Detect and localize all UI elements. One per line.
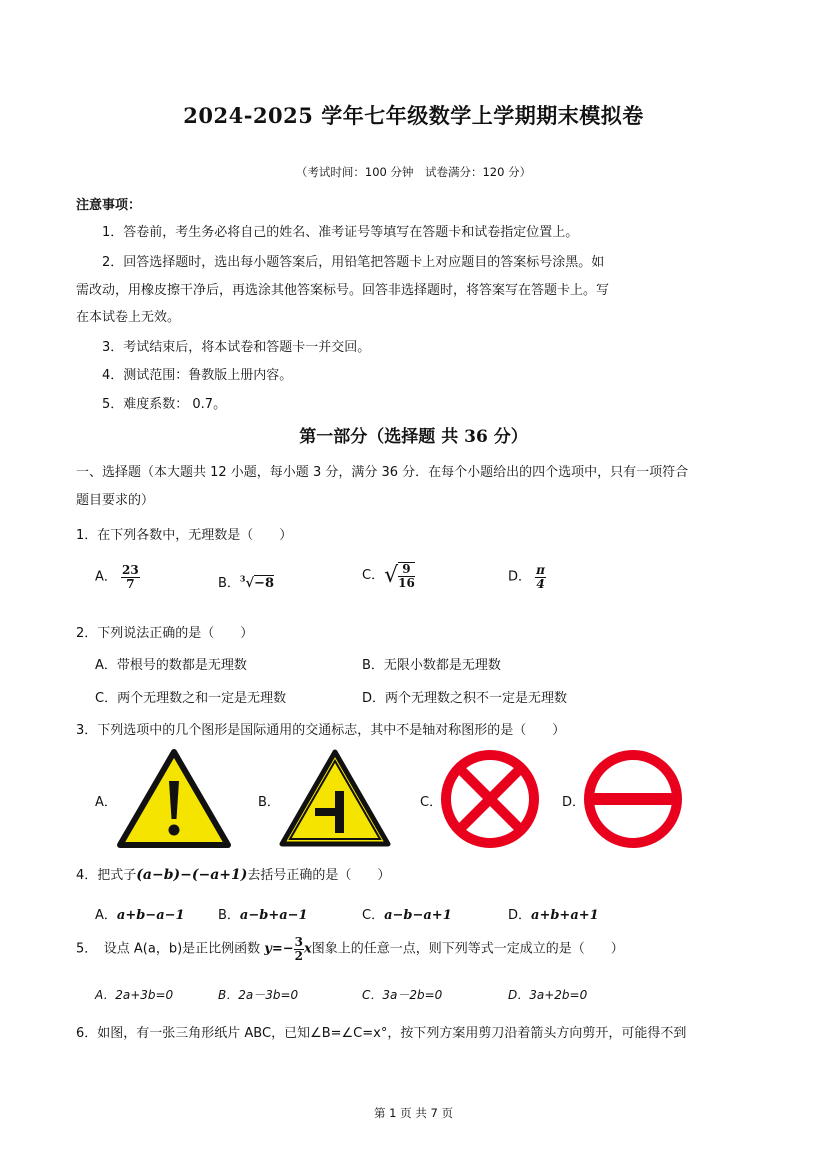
q5-fn-lhs: y=− <box>264 941 294 957</box>
section-title: 第一部分（选择题 共 36 分） <box>299 427 528 447</box>
q3-label-a: A． <box>95 795 117 810</box>
warning-sign-icon <box>117 749 231 849</box>
q4-a-expr: a+b−a−1 <box>116 908 185 923</box>
no-entry-bar-sign-icon <box>582 750 684 848</box>
q2-option-a: A．带根号的数都是无理数 <box>95 658 247 673</box>
notice-item-2-cont: 需改动，用橡皮擦干净后，再选涂其他答案标号。回答非选择题时，将答案写在答题卡上。写 <box>76 283 610 298</box>
q1-a-den: 7 <box>126 576 135 591</box>
notice-item-2: 2．回答选择题时，选出每小题答案后，用铅笔把答题卡上对应题目的答案标号涂黑。如 <box>102 255 605 270</box>
q4-d-expr: a+b+a+1 <box>531 908 599 923</box>
q1-a-fraction <box>121 564 140 590</box>
q4-option-a <box>95 904 185 923</box>
q5-option-c: C．3a－2b=0 <box>362 988 443 1002</box>
notice-item-2-end: 在本试卷上无效。 <box>76 310 181 325</box>
q1-c-fraction <box>398 562 415 589</box>
q4-option-d <box>508 904 599 923</box>
q2-option-c: C．两个无理数之和一定是无理数 <box>95 691 287 706</box>
q1-option-d <box>508 564 546 590</box>
q5-stem <box>76 936 624 962</box>
radical-icon: √ <box>384 563 399 589</box>
q5-option-a: A．2a+3b=0 <box>95 988 174 1002</box>
q6-stem: 6．如图，有一张三角形纸片 ABC，已知∠B=∠C=x°，按下列方案用剪刀沿着箭头方向剪开，可能得不到 <box>76 1026 687 1041</box>
q1-option-a <box>95 564 140 590</box>
q1-b-index: 3 <box>239 573 246 584</box>
q1-c-den: 16 <box>398 575 415 590</box>
q5-fn-den: 2 <box>294 948 303 963</box>
q4-d-label: D． <box>508 908 532 923</box>
radical-icon: √ <box>245 576 255 591</box>
notice-item-5: 5．难度系数： 0.7。 <box>102 397 227 412</box>
q1-stem: 1．在下列各数中，无理数是（ ） <box>76 528 293 543</box>
q1-b-radicand: −8 <box>254 576 274 591</box>
notice-item-1: 1．答卷前，考生务必将自己的姓名、准考证号等填写在答题卡和试卷指定位置上。 <box>102 225 579 240</box>
q3-label-d: D． <box>562 795 586 810</box>
q4-option-b <box>218 904 308 923</box>
q4-stem <box>76 864 390 883</box>
q1-b-label: B． <box>218 576 240 591</box>
q4-expression: (a−b)−(−a+1) <box>136 867 248 883</box>
notice-heading: 注意事项： <box>76 198 142 213</box>
q5-fn-num: 3 <box>294 935 303 949</box>
q5-option-d: D．3a+2b=0 <box>508 988 588 1002</box>
q5-fn-fraction <box>294 936 304 962</box>
q4-c-label: C． <box>362 908 385 923</box>
q1-d-num: π <box>536 563 545 577</box>
q5-stem-pre: 5． 设点 A(a，b)是正比例函数 <box>76 941 265 957</box>
q1-c-num: 9 <box>398 563 415 577</box>
instructions-line-1: 一、选择题（本大题共 12 小题，每小题 3 分，满分 36 分．在每个小题给出的四个选项中，只有一项符合 <box>76 465 689 480</box>
q4-b-expr: a−b+a−1 <box>239 908 308 923</box>
notice-item-3: 3．考试结束后，将本试卷和答题卡一并交回。 <box>102 340 371 355</box>
q5-fn-var: x <box>304 941 312 957</box>
q1-option-c <box>362 562 415 589</box>
q3-label-c: C． <box>420 795 443 810</box>
instructions-line-2: 题目要求的） <box>76 493 155 508</box>
q2-option-b: B．无限小数都是无理数 <box>362 658 501 673</box>
q4-option-c <box>362 904 452 923</box>
q1-d-label: D． <box>508 569 532 585</box>
q3-stem: 3．下列选项中的几个图形是国际通用的交通标志，其中不是轴对称图形的是（ ） <box>76 723 566 738</box>
q1-a-label: A． <box>95 569 117 585</box>
q5-stem-post: 图象上的任意一点，则下列等式一定成立的是（ ） <box>311 941 624 957</box>
q2-stem: 2．下列说法正确的是（ ） <box>76 626 254 641</box>
notice-item-4: 4．测试范围：鲁教版上册内容。 <box>102 368 293 383</box>
page-footer: 第 1 页 共 7 页 <box>374 1106 453 1120</box>
q1-d-den: 4 <box>536 576 545 591</box>
q3-label-b: B． <box>258 795 280 810</box>
q1-a-num: 23 <box>122 563 139 577</box>
q4-b-label: B． <box>218 908 240 923</box>
q4-c-expr: a−b−a+1 <box>384 908 452 923</box>
t-junction-sign-icon <box>279 749 391 849</box>
q4-a-label: A． <box>95 908 117 923</box>
q4-stem-post: 去括号正确的是（ ） <box>247 868 391 883</box>
no-entry-cross-sign-icon <box>441 750 539 848</box>
exam-info: （考试时间：100 分钟 试卷满分：120 分） <box>295 165 532 179</box>
page-title: 2024-2025 学年七年级数学上学期期末模拟卷 <box>183 103 644 128</box>
q1-c-label: C． <box>362 568 385 584</box>
q4-stem-pre: 4．把式子 <box>76 868 137 883</box>
q2-option-d: D．两个无理数之积不一定是无理数 <box>362 691 568 706</box>
q5-option-b: B．2a－3b=0 <box>218 988 299 1002</box>
q1-option-b <box>218 572 274 591</box>
q1-d-fraction <box>535 564 546 590</box>
